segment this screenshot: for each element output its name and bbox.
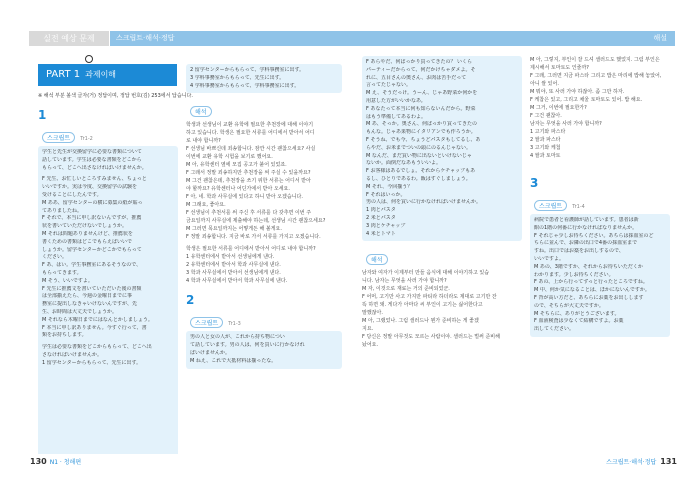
translation-block: [530, 56, 670, 160]
part-title: 과제이해: [85, 70, 117, 79]
column-1: [38, 104, 178, 454]
part-label: PART 1: [46, 69, 81, 80]
script-label-row: [530, 193, 670, 212]
header-right-sub: 해설: [653, 34, 667, 42]
script-label-row: [38, 125, 178, 144]
translation-line: 3 고기와 케첩: [530, 145, 561, 151]
script-line: ので、そちらが大丈夫ですか。: [534, 302, 604, 309]
script-line: は全部揃えたら、今週の金曜日までに事: [42, 293, 133, 300]
script-line: F それじゃ少しお待ちください。あちらは採血室のど: [534, 232, 654, 239]
translation-line: F 어머, 고기만 사고 가지만 파티라 하더라도 제대로 고기만 잔: [362, 294, 497, 301]
translation-line: F 그래서 정말 죄송하지만 추천장을 써 주실 수 있을까요?: [186, 170, 311, 177]
script-line: てありましたね。: [42, 207, 83, 214]
script-line: F 先生、お忙しいところすみません、ちょっと: [42, 176, 147, 183]
script-line: 1 肉とパスタ: [366, 207, 396, 214]
script-line: M なんだ、まだ買い物に出ないといけないじゃ: [366, 152, 472, 159]
script-line: M それなら木曜日までにはなんとかしましょう。: [42, 316, 153, 323]
translation-line: 학생은 필요한 서류를 어디에서 받아서 어디로 내야 합니까?: [186, 246, 316, 253]
script-line: 出してください。: [534, 326, 575, 333]
translation-line: M 그래요, 좋아요.: [186, 202, 226, 209]
translation-line: M 그건 괜찮은데, 추천장을 쓰기 위한 서류는 어디서 받아: [186, 178, 311, 185]
translation-line: F 케찹은 있고, 그리고 채울 토마토도 있어. 밥 해요.: [530, 97, 643, 103]
translation-line: 1 유학센터에서 받아서 선생님에게 낸다.: [186, 254, 275, 261]
script-line: 用意した方がいいかなあ。: [366, 97, 426, 104]
script-line: 状を書いていただけないでしょうか。: [42, 223, 128, 230]
translation-line: 1 고기와 파스타: [530, 129, 566, 135]
translation-block: [186, 121, 342, 285]
script-line: ないか。面倒だなあもういいよ。: [366, 160, 442, 167]
part-box: [38, 64, 177, 86]
script-line: 類をお持ちします。: [42, 332, 87, 339]
translation-line: 이번에 교환 유학 시험을 보기로 했어요.: [186, 154, 273, 161]
question-number: 3: [530, 176, 539, 190]
script-line: 3 学科事務室からもらって、先生に出す。: [190, 74, 285, 81]
translation-line: 야 할까요? 유학센터나 어딘가에서 받아 오세요.: [186, 186, 290, 193]
script-line: F 背が高い方だと、あちらにお薬をお出しします: [534, 294, 644, 301]
track-label: Tr1-3: [228, 321, 241, 328]
script-box-q2-cont: [362, 56, 522, 241]
header-right-bar: [350, 31, 675, 46]
script-line: もんな。じゃあ果物にイタリアンでも作ろうか。: [366, 129, 476, 136]
header-left-bar: [110, 31, 352, 46]
script-label: 스크립트: [190, 317, 223, 328]
script-line: M そちらに、ありがとうございます。: [534, 310, 620, 317]
script-line: F あの、上から行ってずっと行ったところですね。: [534, 279, 648, 286]
translation-line: 하고 있습니다. 학생은 필요한 서류를 어디에서 받아서 어디: [186, 130, 315, 137]
translation-label-row: [362, 247, 522, 266]
script-line: F お客様はあるでしょ。それからケチャップもあ: [366, 168, 476, 175]
script-line: M え、そうだっけ。うーん、じゃあ野菜か何かを: [366, 90, 478, 97]
script-line: 3 肉とケチャップ: [366, 222, 406, 229]
script-line: 学生は必要な書類をどこからもらって、どこへ出: [42, 344, 152, 351]
script-label: 스크립트: [42, 132, 75, 143]
script-line: すね。出口ではお薬をお出しするので、: [534, 248, 624, 255]
translation-line: 2 쌀과 파스타: [530, 137, 561, 143]
script-line: 男の人と女の人が、これから持ち物につい: [190, 334, 285, 341]
script-line: 務室に提出しなきゃいけないんですが、先: [42, 301, 138, 308]
translation-line: 3 학과 사무실에서 받아서 선생님에게 낸다.: [186, 270, 281, 277]
translation-line: 말했잖아.: [362, 310, 383, 317]
translation-block: [362, 269, 522, 349]
decorative-dot: [85, 55, 93, 63]
script-line: F あなたって本当に何も知らないんだから。野菜: [366, 105, 476, 112]
script-line: いいですか。実は今度、交換留学の試験を: [42, 184, 138, 191]
translation-line: F 당신은 정말 아무것도 모르는 사람이야. 샐러드는 벌써 준비해: [362, 334, 500, 341]
script-line: て話しています。男の人は、何を買いに行かなけれ: [190, 342, 305, 349]
script-line: M ああ、留学センターの横に募集の紙が貼っ: [42, 199, 143, 206]
script-line: M 中、何か気になることは、ほかにないんですか。: [534, 287, 650, 294]
script-line: 4 学科事務室からもらって、学科事務室に出す。: [190, 82, 300, 89]
translation-line: F 그건 괜찮아.: [530, 113, 562, 119]
script-line: ばいけませんか。: [190, 349, 231, 356]
translation-label: 해석: [190, 106, 212, 117]
translation-line: 남자는 무엇을 사러 가야 합니까?: [530, 121, 602, 127]
translation-line: F 정말 죄송합니다. 지금 바로 가서 서류를 가지고 오겠습니다.: [186, 234, 321, 241]
footer-left-label: N1 · 청해편: [49, 459, 82, 466]
translation-line: M 아, 그렇지, 부인이 잘 드셔 샐러드도 했었지. 그럼 부인은: [530, 57, 660, 63]
translation-line: 놨어요.: [362, 342, 379, 349]
script-line: 生、お時間は大丈夫でしょうか。: [42, 308, 118, 315]
footer-right: [606, 457, 680, 466]
script-line: F それで、本当に申し訳ないんですが、推薦: [42, 215, 142, 222]
question-number: 2: [186, 293, 195, 308]
script-box-q1: [38, 146, 178, 454]
script-line: M あの、3階ですか、それからお待ちいただくか: [534, 263, 643, 270]
translation-line: 2 유학센터에서 받아서 학과 사무실에 낸다.: [186, 262, 281, 269]
script-line: F それはいっか。: [366, 191, 406, 198]
script-line: 話しています。学生は必要な書類をどこから: [42, 156, 142, 163]
script-line: F あらやだ、何ばっかり買ってきたの？ いくら: [366, 59, 473, 65]
question-number: 1: [38, 108, 47, 122]
footer-right-label: 스크립트·해석·정답: [606, 459, 657, 466]
script-line: れに、五目さんの奥さん、お肉は苦手だって: [366, 74, 467, 81]
script-line: 病院で患者と看護師が話しています。患者は新: [534, 217, 639, 223]
script-line: ください。: [42, 254, 68, 261]
script-line: るし、ひとりであるわ。飯はすぐしましょう。: [366, 175, 471, 182]
translation-line: 4 학과 사무실에서 받아서 학과 사무실에 낸다.: [186, 278, 288, 285]
script-line: 2 米とパスタ: [366, 214, 396, 221]
question-1-header: [38, 104, 178, 123]
script-line: 言ってたじゃない。: [366, 82, 412, 89]
header-left-sub: 스크립트·해석·정답: [116, 34, 175, 42]
script-line: いいですよ。: [534, 255, 565, 262]
script-line: F 本当に申し訳ありません。今すぐ行って、書: [42, 324, 147, 331]
script-line: 受けることにしたんです。: [42, 191, 102, 198]
translation-line: 로 내야 합니까?: [186, 138, 221, 145]
translation-line: M 아, 그랬었나. 그럼 샐러드나 뭔가 준비하는 게 좋겠: [362, 318, 479, 325]
script-line: M それは問題ありませんけど、推薦状を: [42, 230, 133, 237]
script-box-q3: [530, 214, 670, 337]
translation-line: 금요일까지 사무실에 제출해야 하는데, 선생님 시간 괜찮으세요?: [186, 218, 326, 225]
note-text: ※ 해석 부분 볼색 글자(거) 정답이며, 정답 번호(김) 253에서 답습니다.: [38, 93, 193, 99]
translation-line: F 선생님이 추천서를 써 주신 후 서류를 다 갖추면 이번 주: [186, 210, 312, 217]
script-line: F あ、はい。学生事務室にあるそうなので、: [42, 262, 142, 269]
script-line: しょうか。留学センターかどこかでもらって: [42, 246, 142, 253]
script-line: 4 米とトマト: [366, 230, 396, 237]
script-line: わかります。少しお待ちください。: [534, 271, 614, 278]
script-line: 学生と先生が交換留学に必要な書類について: [42, 149, 142, 155]
script-line: F そうね、でも今、ちょうどパスタもしてるし、あ: [366, 136, 481, 143]
footer-left: [30, 457, 81, 466]
question-3-header: [530, 172, 670, 191]
script-line: はもう準備してあるわよ。: [366, 113, 427, 120]
translation-label: 해석: [366, 254, 388, 265]
translation-label-row: [186, 99, 342, 118]
script-line: 2 留学センターからもらって、学科事務室に出す。: [190, 67, 305, 73]
column-2: [186, 64, 342, 454]
script-line: パーティーだからって、何だかけちゃダメよ。そ: [366, 66, 476, 73]
script-line: さなければいけませんか。: [42, 351, 103, 358]
header-left-tag: 실전 예상 문제: [29, 31, 109, 46]
track-label: Tr1-2: [80, 136, 93, 142]
script-line: M そう、いいですよ。: [42, 277, 93, 284]
translation-line: F 그래, 그러면 지금 파스타 그리고 밥은 마리에 밥해 놓았어,: [530, 73, 662, 79]
translation-line: 4 쌀과 토마토: [530, 153, 561, 159]
script-line: M あ、そっか。奥さん、何ばっかり買ってきたの: [366, 121, 478, 128]
page-number-left: 130: [30, 457, 47, 466]
translation-line: 학생과 선생님이 교환 유학에 필요한 추천장에 대해 이야기: [186, 122, 314, 129]
script-label: 스크립트: [534, 200, 567, 211]
script-line: F 先生に推薦文を書いていただいた後の書類: [42, 285, 142, 292]
script-line: もらってきます。: [42, 269, 82, 276]
translation-line: 지요.: [362, 326, 374, 333]
script-line: 館の1階の何番に行かなければなりませんか。: [534, 224, 638, 231]
script-label-row: [186, 310, 342, 329]
script-line: M それ、今回揃う？: [366, 183, 413, 190]
script-line: 男の人は、何を買いに行かなければいけませんか。: [366, 199, 482, 206]
script-line: 1 留学センターからもらって、先生に出す。: [42, 359, 142, 366]
column-3: [362, 56, 522, 454]
translation-line: M 뭐야, 또 사러 가야 하잖아. 좀 그만 하자.: [530, 89, 625, 95]
script-box-q1-cont: [186, 64, 342, 93]
translation-line: M 그러면 목요일까지는 어떻게든 해 볼게요.: [186, 226, 282, 233]
translation-line: 제시해서 토마토도 인줄까?: [530, 65, 589, 71]
script-line: 書くための書類はどこでもらえばいいで: [42, 238, 133, 245]
translation-line: 뜩 하면 돼. 게다가 아마다 씨 부인이 고기는 싫어한다고: [362, 302, 483, 309]
script-box-q2: [186, 331, 342, 368]
script-line: もらって、どこへ出さなければいけませんか。: [42, 164, 147, 171]
translation-line: F 선생님 바쁘신데 죄송합니다. 잠깐 시간 괜찮으세요? 사실: [186, 146, 316, 153]
translation-line: F 아, 네. 학과 사무실에 있다고 하니 받아 오겠습니다.: [186, 194, 303, 201]
track-label: Tr1-4: [572, 204, 585, 210]
question-2-header: [186, 289, 342, 308]
script-line: F 血液検査は少なくて結構ですよ。お薬: [534, 318, 624, 325]
script-line: M ねえ、これで大抵材料は揃ったな。: [190, 357, 277, 364]
column-4: [530, 56, 670, 454]
script-line: らやだ、お米までついの頭にのるんじゃない。: [366, 144, 472, 151]
translation-line: 남자와 여자가 이제부터 만들 음식에 대해 이야기하고 있습: [362, 270, 490, 277]
translation-line: 니다. 남자는 무엇을 사러 가야 합니까?: [362, 278, 447, 285]
translation-line: M 그거, 이번에 필요한가?: [530, 105, 587, 111]
script-line: ちらに並んで、お隣の出口で4番の採血室まで: [534, 240, 638, 247]
translation-line: 아니 쌀 있어.: [530, 81, 559, 87]
translation-line: M 자, 이것으로 재료는 거의 준비되었군.: [362, 286, 450, 293]
translation-line: M 아, 유학센터 옆에 모집 공고가 붙어 있었죠.: [186, 162, 287, 169]
page-number-right: 131: [660, 457, 677, 466]
